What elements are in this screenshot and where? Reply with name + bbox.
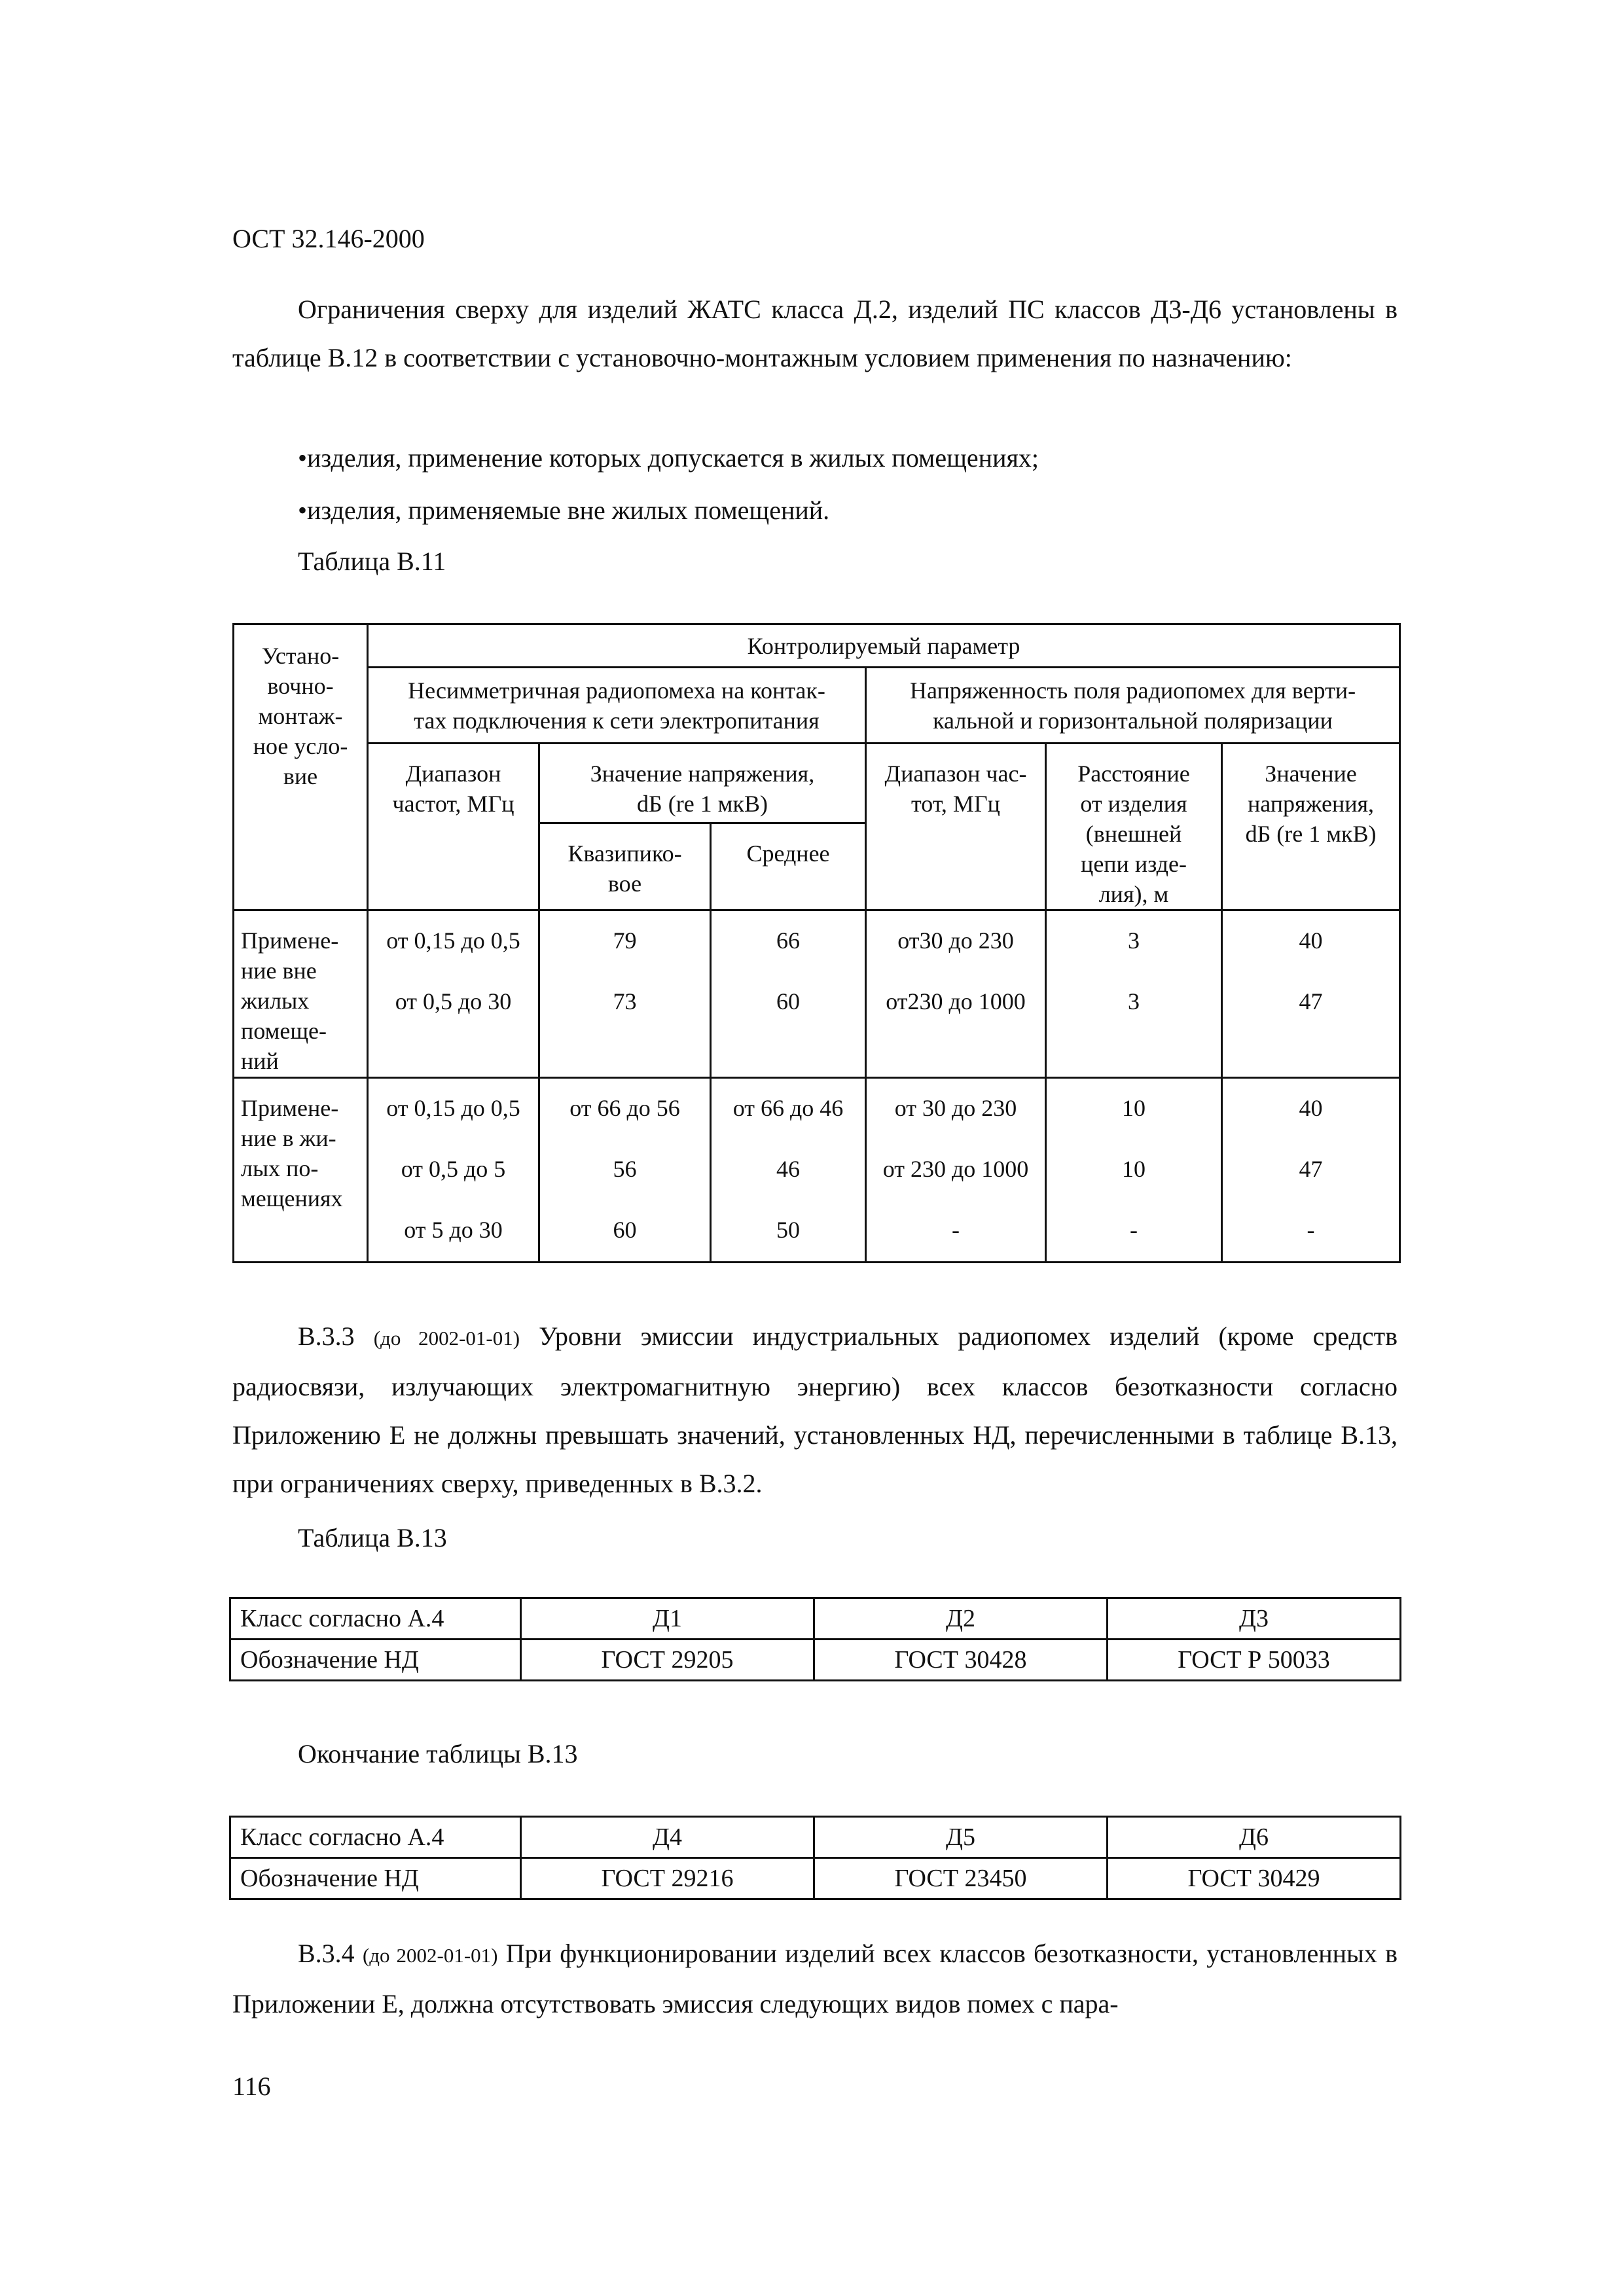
paragraph-text: При функционировании изделий всех классов безотказности, установленных в Приложении Е, должна отсутствовать эмиссия следующих видов помех с пара- (232, 1939, 1398, 2018)
header-group-b: Напряженность поля радиопомех для верти- кальной и горизонтальной поляризации (866, 668, 1400, 744)
doc-cell: ГОСТ 30428 (814, 1640, 1108, 1681)
doc-cell: ГОСТ 30429 (1108, 1858, 1401, 1899)
cell-freq-a: от 0,15 до 0,5 от 0,5 до 5 от 5 до 30 (368, 1078, 539, 1263)
table-b11-caption: Таблица В.11 (298, 547, 446, 576)
class-cell: Д4 (521, 1817, 814, 1858)
bullet-item: •изделия, применяемые вне жилых помещений. (298, 495, 830, 525)
header-quasi-peak: Квазипико- вое (539, 823, 711, 910)
table-b13-end-caption: Окончание таблицы В.13 (298, 1739, 578, 1768)
header-distance: Расстояние от изделия (внешней цепи изде- лия), м (1046, 744, 1222, 910)
doc-code: ОСТ 32.146-2000 (232, 224, 425, 253)
bullet-icon: • (298, 495, 308, 525)
doc-label: Обозначение НД (230, 1858, 521, 1899)
doc-cell: ГОСТ 23450 (814, 1858, 1108, 1899)
header-controlled-param: Контролируемый параметр (368, 624, 1400, 668)
cell-value: 40 47 - (1222, 1078, 1400, 1263)
paragraph-note: (до 2002-01-01) (362, 1944, 498, 1967)
header-group-a: Несимметричная радиопомеха на контак- тах подключения к сети электропитания (368, 668, 866, 744)
cell-distance: 10 10 - (1046, 1078, 1222, 1263)
paragraph-text: Уровни эмиссии индустриальных радиопомех изделий (кроме средств радиосвязи, излучающих электромагнитную энергию) всех классов безотказности согласно Приложению Е не должны превышать значений, установленных НД, перечисленными в таблице В.13, при ограничениях сверху, приведенных в В.3.2. (232, 1321, 1398, 1498)
header-freq-a: Диапазон частот, МГц (368, 744, 539, 910)
intro-text: Ограничения сверху для изделий ЖАТС класса Д.2, изделий ПС классов Д3-Д6 установлены в таблице В.12 в соответствии с установочно-монтажным условием применения по назначению: (232, 295, 1398, 372)
header-install-condition: Устано- вочно- монтаж- ное усло- вие (234, 624, 368, 910)
cell-freq-b: от30 до 230 от230 до 1000 (866, 910, 1046, 1078)
cell-avg: 66 60 (711, 910, 866, 1078)
cell-freq-b: от 30 до 230 от 230 до 1000 - (866, 1078, 1046, 1263)
table-row (234, 1078, 1400, 1263)
class-cell: Д2 (814, 1598, 1108, 1640)
doc-cell: ГОСТ 29216 (521, 1858, 814, 1899)
class-label: Класс согласно А.4 (230, 1598, 521, 1640)
table-b11 (232, 623, 1401, 1263)
paragraph-note: (до 2002-01-01) (373, 1327, 520, 1350)
cell-value: 40 47 (1222, 910, 1400, 1078)
header-value-b: Значение напряжения, dБ (re 1 мкВ) (1222, 744, 1400, 910)
paragraph-b34 (232, 1929, 1398, 2028)
doc-cell: ГОСТ Р 50033 (1108, 1640, 1401, 1681)
class-label: Класс согласно А.4 (230, 1817, 521, 1858)
doc-label: Обозначение НД (230, 1640, 521, 1681)
table-row (230, 1817, 1401, 1858)
table-row (234, 910, 1400, 1078)
intro-paragraph (232, 285, 1398, 382)
cell-freq-a: от 0,15 до 0,5 от 0,5 до 30 (368, 910, 539, 1078)
table-b13 (229, 1597, 1401, 1681)
row-label-outside: Примене- ние вне жилых помеще- ний (234, 910, 368, 1078)
cell-avg: от 66 до 46 46 50 (711, 1078, 866, 1263)
class-cell: Д3 (1108, 1598, 1401, 1640)
header-voltage: Значение напряжения, dБ (re 1 мкВ) (539, 744, 866, 823)
cell-quasi: от 66 до 56 56 60 (539, 1078, 711, 1263)
page-number: 116 (232, 2072, 271, 2101)
bullet-item: •изделия, применение которых допускается в жилых помещениях; (298, 443, 1039, 473)
cell-quasi: 79 73 (539, 910, 711, 1078)
class-cell: Д1 (521, 1598, 814, 1640)
class-cell: Д5 (814, 1817, 1108, 1858)
table-b13-end (229, 1816, 1401, 1900)
bullet-icon: • (298, 443, 308, 473)
class-cell: Д6 (1108, 1817, 1401, 1858)
header-average: Среднее (711, 823, 866, 910)
paragraph-b33 (232, 1312, 1398, 1508)
header-freq-b: Диапазон час- тот, МГц (866, 744, 1046, 910)
paragraph-number: В.3.4 (298, 1939, 355, 1968)
table-b13-caption: Таблица В.13 (298, 1523, 447, 1552)
table-row (230, 1858, 1401, 1899)
paragraph-number: В.3.3 (298, 1321, 355, 1351)
table-row (230, 1640, 1401, 1681)
doc-cell: ГОСТ 29205 (521, 1640, 814, 1681)
cell-distance: 3 3 (1046, 910, 1222, 1078)
row-label-residential: Примене- ние в жи- лых по- мещениях (234, 1078, 368, 1263)
table-row (230, 1598, 1401, 1640)
